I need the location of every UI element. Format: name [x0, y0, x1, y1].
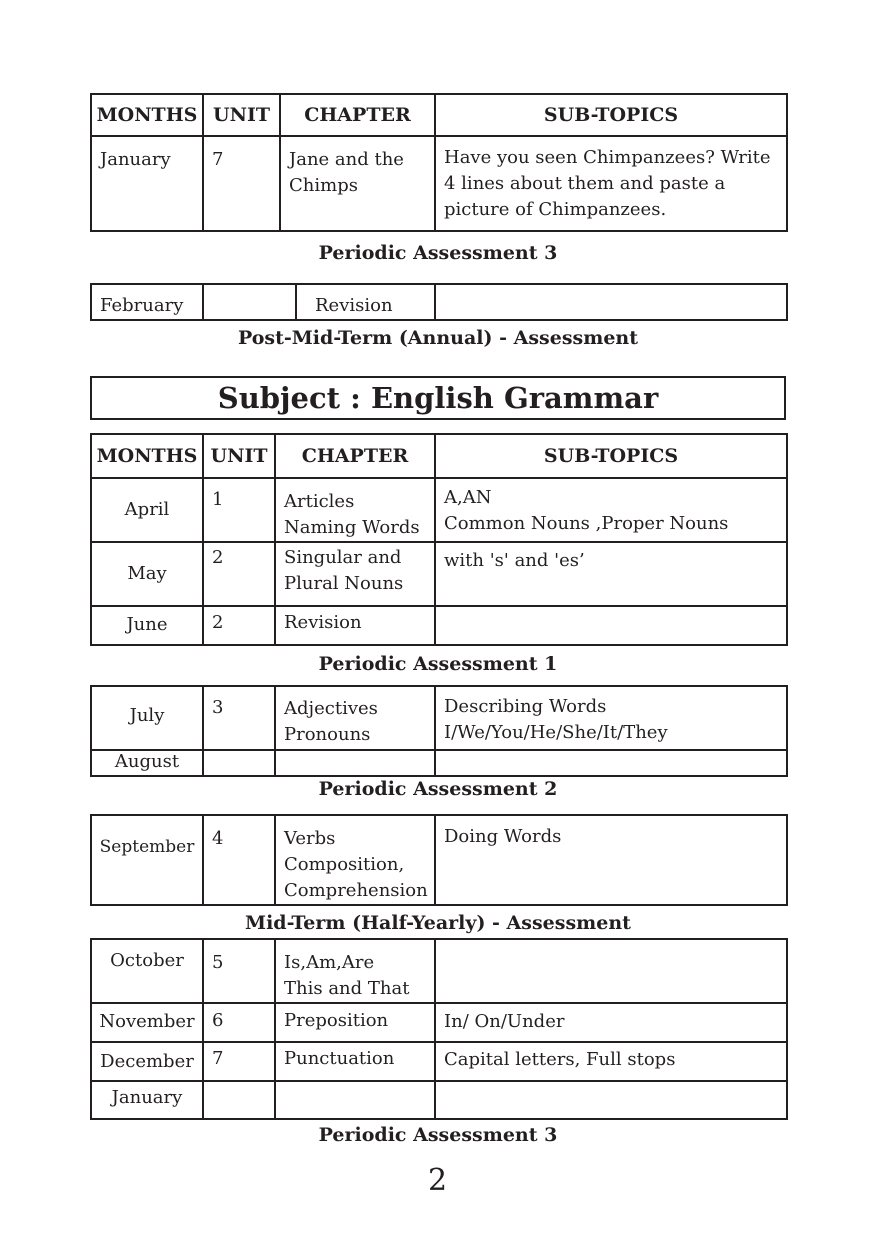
- table-row: [91, 136, 787, 231]
- month-cell: January: [100, 149, 171, 170]
- assessment-heading: Periodic Assessment 3: [318, 242, 558, 264]
- month-cell: January: [111, 1087, 183, 1108]
- table-row: [91, 815, 787, 905]
- chapter-cell: Jane and the Chimps: [289, 149, 404, 196]
- unit-cell: 5: [212, 952, 224, 973]
- header-months: MONTHS: [91, 94, 203, 136]
- unit-cell: 2: [212, 612, 224, 633]
- assessment-heading: Periodic Assessment 3: [318, 1124, 558, 1146]
- chapter-cell: Punctuation: [284, 1048, 395, 1069]
- month-cell: November: [99, 1011, 195, 1032]
- subject-title: Subject : English Grammar: [90, 376, 786, 420]
- unit-cell: 6: [212, 1010, 224, 1031]
- unit-cell: 1: [212, 489, 224, 510]
- month-cell: September: [99, 837, 195, 857]
- header-subtopics: SUB-TOPICS: [435, 94, 787, 136]
- subtopics-cell: Have you seen Chimpanzees? Write 4 lines about them and paste a picture of Chimpanzees.: [444, 147, 771, 220]
- syllabus-table-february: [90, 283, 788, 321]
- month-cell: October: [110, 950, 184, 971]
- table-row: [91, 478, 787, 542]
- table-row: [91, 1081, 787, 1119]
- unit-cell: 7: [212, 149, 224, 170]
- table-row: [91, 939, 787, 1003]
- grammar-table-first-term: [90, 433, 788, 646]
- header-chapter: CHAPTER: [275, 434, 435, 478]
- month-cell: December: [100, 1051, 194, 1072]
- header-unit: UNIT: [203, 434, 275, 478]
- month-cell: February: [100, 295, 184, 316]
- subtopics-cell: Doing Words: [444, 826, 562, 847]
- chapter-cell: Revision: [315, 295, 393, 316]
- unit-cell: 7: [212, 1048, 224, 1069]
- unit-cell: 4: [212, 828, 224, 849]
- assessment-heading: Periodic Assessment 2: [318, 778, 558, 800]
- syllabus-table-top: [90, 93, 788, 232]
- month-cell: June: [126, 614, 168, 635]
- chapter-cell: Verbs Composition, Comprehension: [284, 828, 428, 901]
- subtopics-cell: with 's' and 'es’: [444, 550, 585, 571]
- chapter-cell: Adjectives Pronouns: [284, 698, 378, 745]
- grammar-table-third: [90, 814, 788, 906]
- subtopics-cell: Describing Words I/We/You/He/She/It/They: [444, 696, 668, 743]
- table-row: [91, 606, 787, 645]
- unit-cell: 3: [212, 697, 224, 718]
- month-cell: July: [129, 705, 165, 726]
- assessment-heading: Mid-Term (Half-Yearly) - Assessment: [245, 912, 631, 934]
- grammar-table-second: [90, 685, 788, 777]
- table-row: [91, 542, 787, 606]
- table-header-row: [91, 434, 787, 478]
- page-number: 2: [427, 1163, 448, 1198]
- month-cell: August: [114, 751, 180, 772]
- table-header-row: [91, 94, 787, 136]
- subtopics-cell: Capital letters, Full stops: [444, 1049, 676, 1070]
- month-cell: May: [127, 563, 167, 584]
- month-cell: April: [124, 499, 170, 520]
- table-row: [91, 1003, 787, 1042]
- table-row: [91, 750, 787, 776]
- assessment-heading: Periodic Assessment 1: [318, 653, 558, 675]
- subtopics-cell: A,AN Common Nouns ,Proper Nouns: [444, 487, 729, 534]
- subtopics-cell: In/ On/Under: [444, 1011, 565, 1032]
- header-chapter: CHAPTER: [280, 94, 435, 136]
- header-months: MONTHS: [91, 434, 203, 478]
- table-row: [91, 284, 787, 320]
- chapter-cell: Revision: [284, 612, 362, 633]
- header-unit: UNIT: [203, 94, 280, 136]
- table-row: [91, 686, 787, 750]
- chapter-cell: Articles Naming Words: [284, 491, 420, 538]
- unit-cell: 2: [212, 547, 224, 568]
- table-row: [91, 1042, 787, 1081]
- chapter-cell: Singular and Plural Nouns: [284, 547, 404, 594]
- chapter-cell: Preposition: [284, 1010, 389, 1031]
- assessment-heading: Post-Mid-Term (Annual) - Assessment: [237, 327, 639, 349]
- grammar-table-fourth: [90, 938, 788, 1120]
- chapter-cell: Is,Am,Are This and That: [284, 952, 410, 999]
- header-subtopics: SUB-TOPICS: [435, 434, 787, 478]
